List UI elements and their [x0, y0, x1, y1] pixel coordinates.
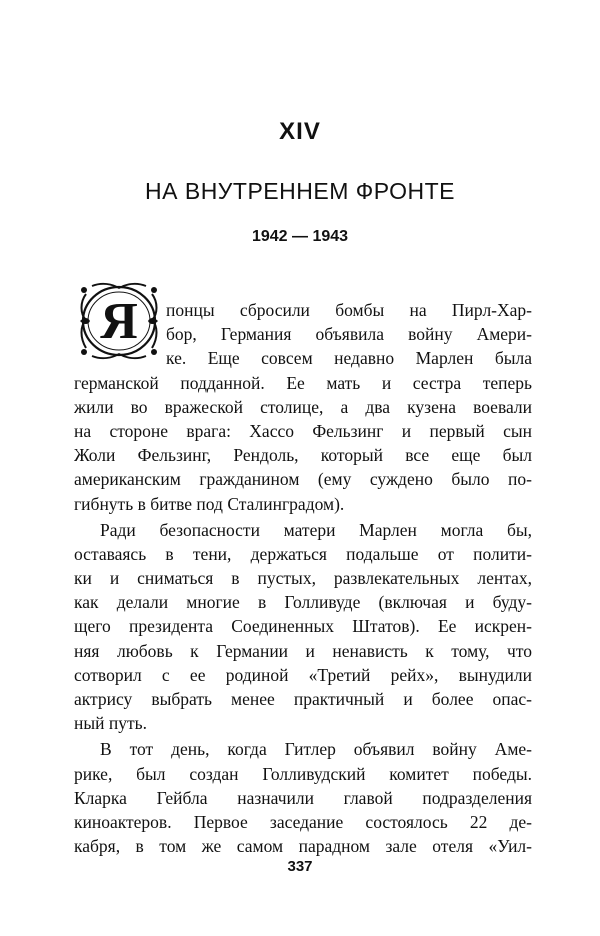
text-line: как делали многие в Голливуде (включая и буду- [74, 592, 532, 613]
text-line: Ради безопасности матери Марлен могла бы, [100, 519, 532, 540]
body-text [74, 298, 532, 858]
text-line: жили во вражеской столице, а два кузена воевали [74, 396, 532, 417]
text-line: рике, был создан Голливудский комитет победы. [74, 763, 532, 784]
text-line: кабря, в том же самом парадном зале отеля «Уил- [74, 836, 532, 857]
text-line: няя любовь к Германии и ненависть к тому, что [74, 640, 532, 661]
text-line: Кларка Гейбла назначили главой подразделения [74, 787, 532, 808]
text-line: гибнуть в битве под Сталинградом). [74, 493, 345, 514]
text-line: понцы сбросили бомбы на Пирл-Хар- [166, 300, 532, 320]
text-line: сотворил с ее родиной «Третий рейх», вынудили [74, 664, 532, 685]
text-line: Жоли Фельзинг, Рендоль, который все еще был [74, 445, 532, 466]
text-line: бор, Германия объявила войну Амери- [166, 324, 532, 345]
text-line: щего президента Соединенных Штатов). Ее искрен- [74, 616, 532, 637]
text-line: киноактеров. Первое заседание состоялось 22 де- [74, 811, 532, 832]
chapter-title: НА ВНУТРЕННЕМ ФРОНТЕ [145, 178, 455, 204]
chapter-number: XIV [279, 118, 321, 145]
text-line: оставаясь в тени, держаться подальше от полити- [74, 543, 532, 564]
drop-cap-letter: Я [100, 293, 138, 350]
chapter-years: 1942 — 1943 [251, 228, 349, 245]
text-line: ки и сниматься в пустых, развлекательных лентах, [74, 568, 532, 589]
text-line: на стороне врага: Хассо Фельзинг и первый сын [74, 420, 532, 441]
text-line: германской подданной. Ее мать и сестра теперь [74, 372, 532, 393]
text-line: американским гражданином (ему суждено было по- [74, 469, 532, 490]
text-line: ке. Еще совсем недавно Марлен была [166, 348, 532, 369]
text-line: В тот день, когда Гитлер объявил войну Аме- [100, 739, 532, 760]
text-line: актрису выбрать менее практичный и более опас- [74, 689, 532, 709]
page-number: 337 [287, 858, 313, 875]
text-line: ный путь. [74, 713, 147, 734]
